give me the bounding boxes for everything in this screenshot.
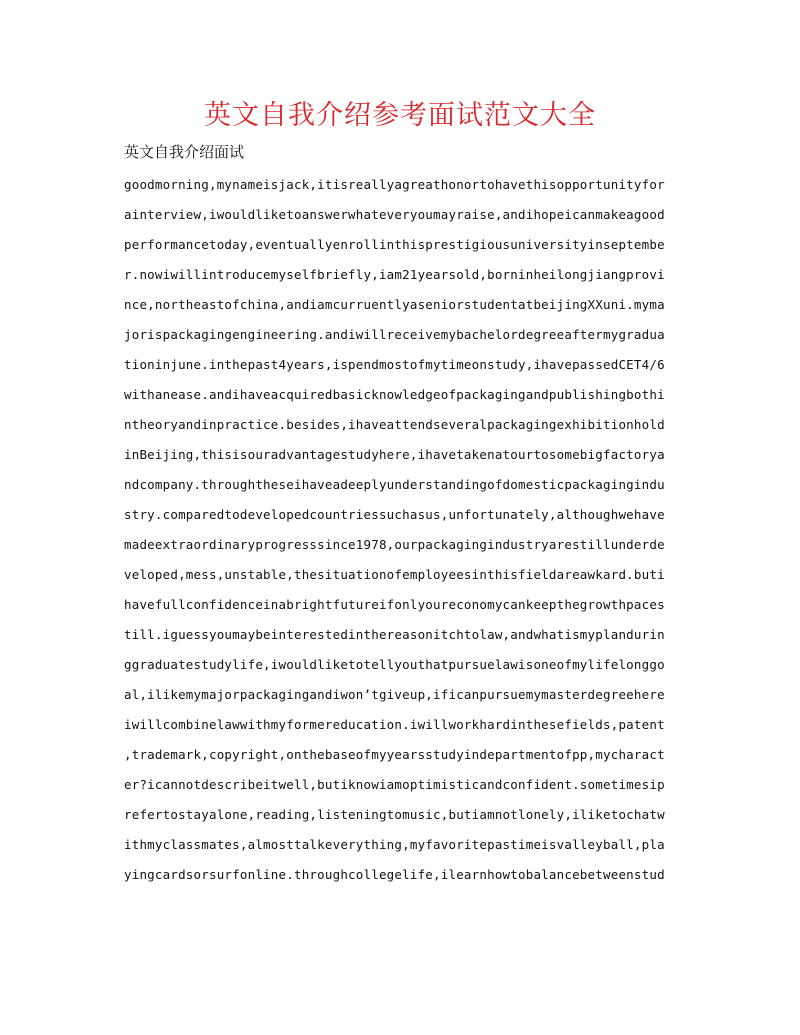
body-line: ,trademark,copyright,onthebaseofmyyearsstudyindepartmentofpp,mycharact: [124, 747, 665, 762]
body-line: refertostayalone,reading,listeningtomusic,butiamnotlonely,iliketochatw: [124, 807, 665, 822]
body-line: yingcardsorsurfonline.throughcollegelife,ilearnhowtobalancebetweenstud: [124, 867, 665, 882]
document-title: 英文自我介绍参考面试范文大全: [204, 100, 596, 131]
body-line: inBeijing,thisisouradvantagestudyhere,ihavetakenatourtosomebigfactorya: [124, 447, 665, 462]
body-line: iwillcombinelawwithmyformereducation.iwillworkhardinthesefields,patent: [124, 717, 665, 732]
body-line: veloped,mess,unstable,thesituationofemployeesinthisfieldareawkard.buti: [124, 567, 665, 582]
body-line: er?icannotdescribeitwell,butiknowiamoptimisticandconfident.sometimesip: [124, 777, 665, 792]
body-line: stry.comparedtodevelopedcountriessuchasus,unfortunately,althoughwehave: [124, 507, 665, 522]
body-line: tioninjune.inthepast4years,ispendmostofmytimeonstudy,ihavepassedCET4/6: [124, 357, 665, 372]
body-line: ggraduatestudylife,iwouldliketotellyouthatpursuelawisoneofmylifelonggo: [124, 657, 665, 672]
body-line: ndcompany.throughtheseihaveadeeplyunderstandingofdomesticpackagingindu: [124, 477, 665, 492]
body-line: ithmyclassmates,almosttalkeverything,myfavoritepastimeisvalleyball,pla: [124, 837, 665, 852]
body-line: performancetoday,eventuallyenrollinthisprestigiousuniversityinseptembe: [124, 237, 665, 252]
body-line: withanease.andihaveacquiredbasicknowledgeofpackagingandpublishingbothi: [124, 387, 665, 402]
body-line: ainterview,iwouldliketoanswerwhateveryoumayraise,andihopeicanmakeagood: [124, 207, 665, 222]
body-line: jorispackagingengineering.andiwillreceivemybachelordegreeaftermygradua: [124, 327, 665, 342]
body-line: goodmorning,mynameisjack,itisreallyagreathonortohavethisopportunityfor: [124, 177, 665, 192]
body-line: till.iguessyoumaybeinterestedinthereasonitchtolaw,andwhatismyplandurin: [124, 627, 665, 642]
body-line: al,ilikemymajorpackagingandiwon’tgiveup,ificanpursuemymasterdegreehere: [124, 687, 665, 702]
body-line: nce,northeastofchina,andiamcurruentlyaseniorstudentatbeijingXXuni.myma: [124, 297, 665, 312]
body-line: madeextraordinaryprogresssince1978,ourpackagingindustryarestillunderde: [124, 537, 665, 552]
body-line: havefullconfidenceinabrightfutureifonlyoureconomycankeepthegrowthpaces: [124, 597, 665, 612]
body-line: r.nowiwillintroducemyselfbriefly,iam21yearsold,borninheilongjiangprovi: [124, 267, 665, 282]
body-line: ntheoryandinpractice.besides,ihaveattendseveralpackagingexhibitionhold: [124, 417, 665, 432]
document-subtitle: 英文自我介绍面试: [124, 143, 245, 161]
document-body: [124, 170, 684, 890]
